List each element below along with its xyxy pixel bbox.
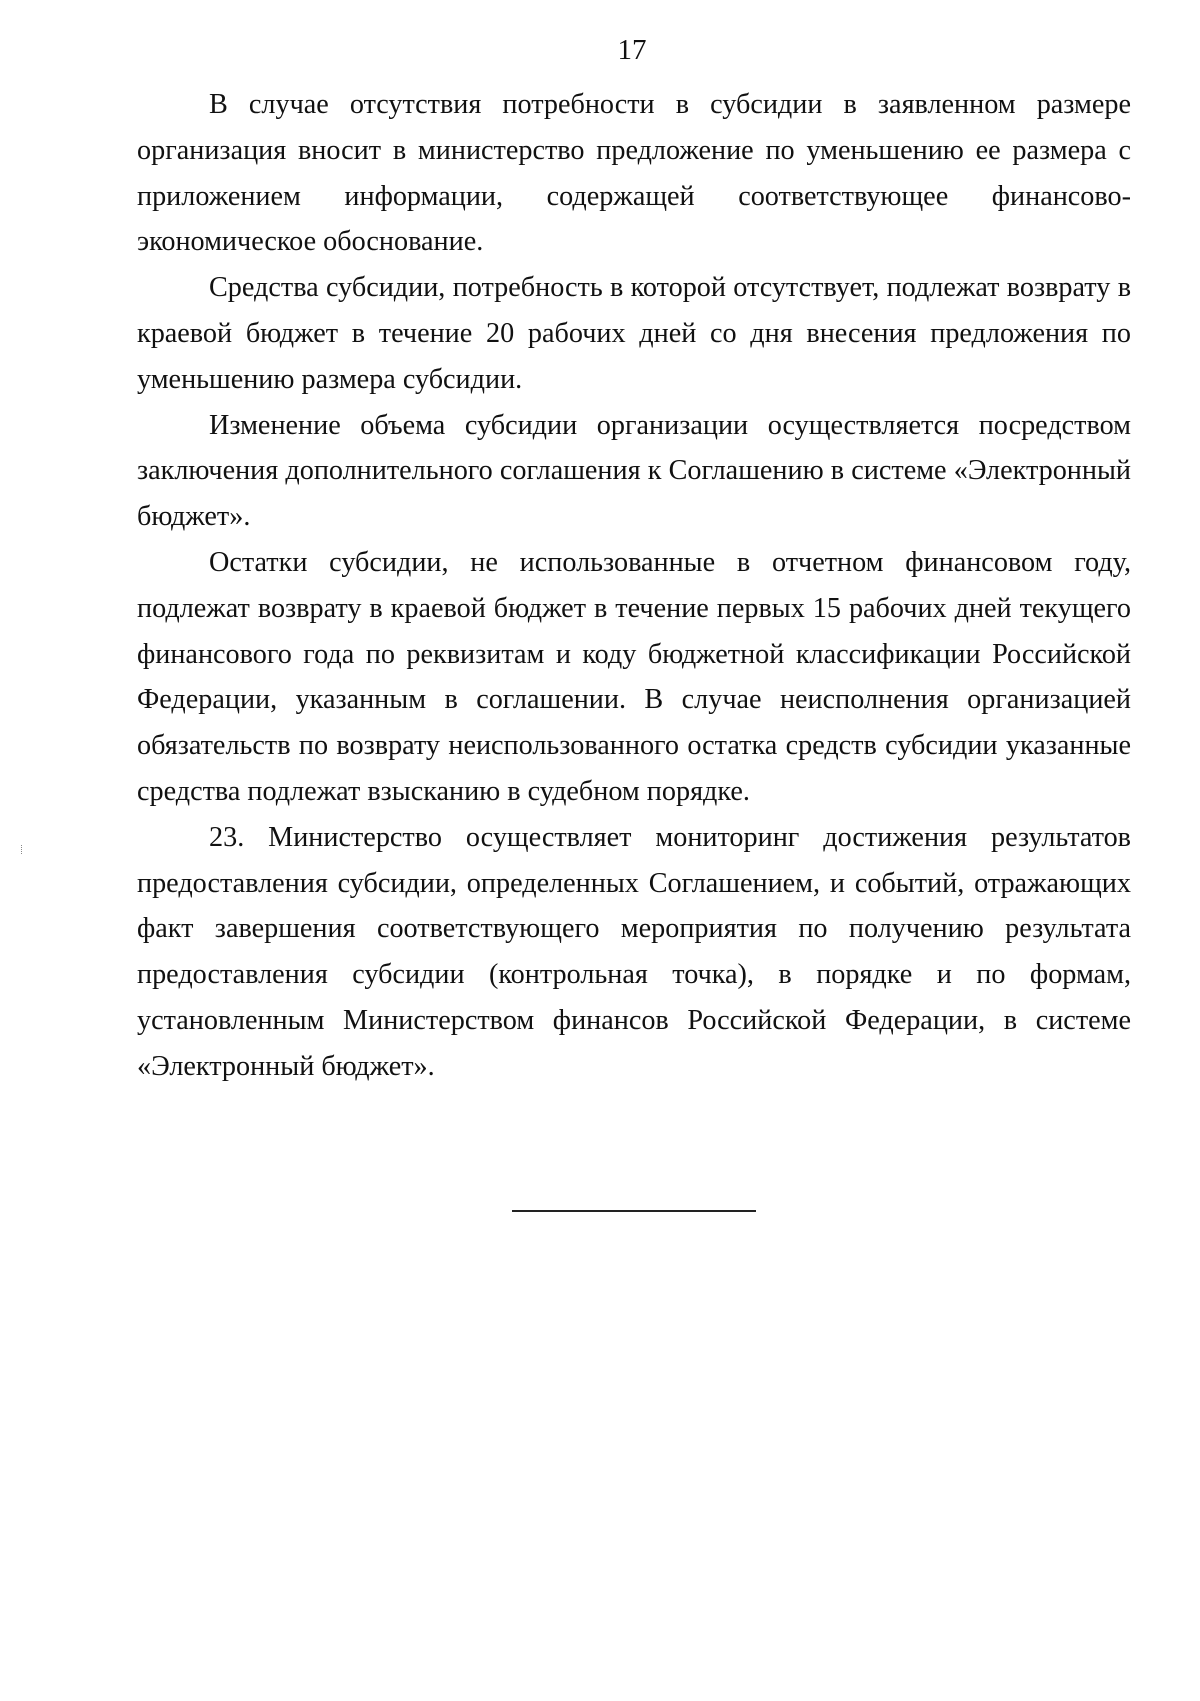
end-of-document-rule — [512, 1210, 756, 1212]
paragraph-subsidy-remainder: Остатки субсидии, не использованные в отчетном финансовом году, подлежат возврату в краевой бюджет в течение первых 15 рабочих дней текущего финансового года по реквизитам и коду бюджетной классификации Российской Федерации, указанным в соглашении. В случае неисполнения организацией обязательств по возврату неиспользованного остатка средств субсидии указанные средства подлежат взысканию в судебном порядке. — [137, 546, 1131, 807]
paragraph-subsidy-return: Средства субсидии, потребность в которой отсутствует, подлежат возврату в краевой бюджет в течение 20 рабочих дней со дня внесения предложения по уменьшению размера субсидии. — [137, 272, 1131, 395]
page-number: 17 — [617, 34, 647, 66]
paragraph-subsidy-reduction: В случае отсутствия потребности в субсидии в заявленном размере организация вносит в министерство предложение по уменьшению ее размера с приложением информации, содержащей соответствующее финансово-экономическое обоснование. — [137, 89, 1131, 258]
scan-speck — [21, 845, 25, 854]
paragraph-monitoring: 23. Министерство осуществляет мониторинг достижения результатов предоставления субсидии, определенных Соглашением, и событий, отражающих факт завершения соответствующего мероприятия по получению результата предоставления субсидии (контрольная точка), в порядке и по формам, установленным Министерством финансов Российской Федерации, в системе «Электронный бюджет». — [137, 821, 1131, 1082]
document-body — [137, 82, 1131, 1090]
paragraph-subsidy-change: Изменение объема субсидии организации осуществляется посредством заключения дополнительного соглашения к Соглашению в системе «Электронный бюджет». — [137, 409, 1131, 533]
